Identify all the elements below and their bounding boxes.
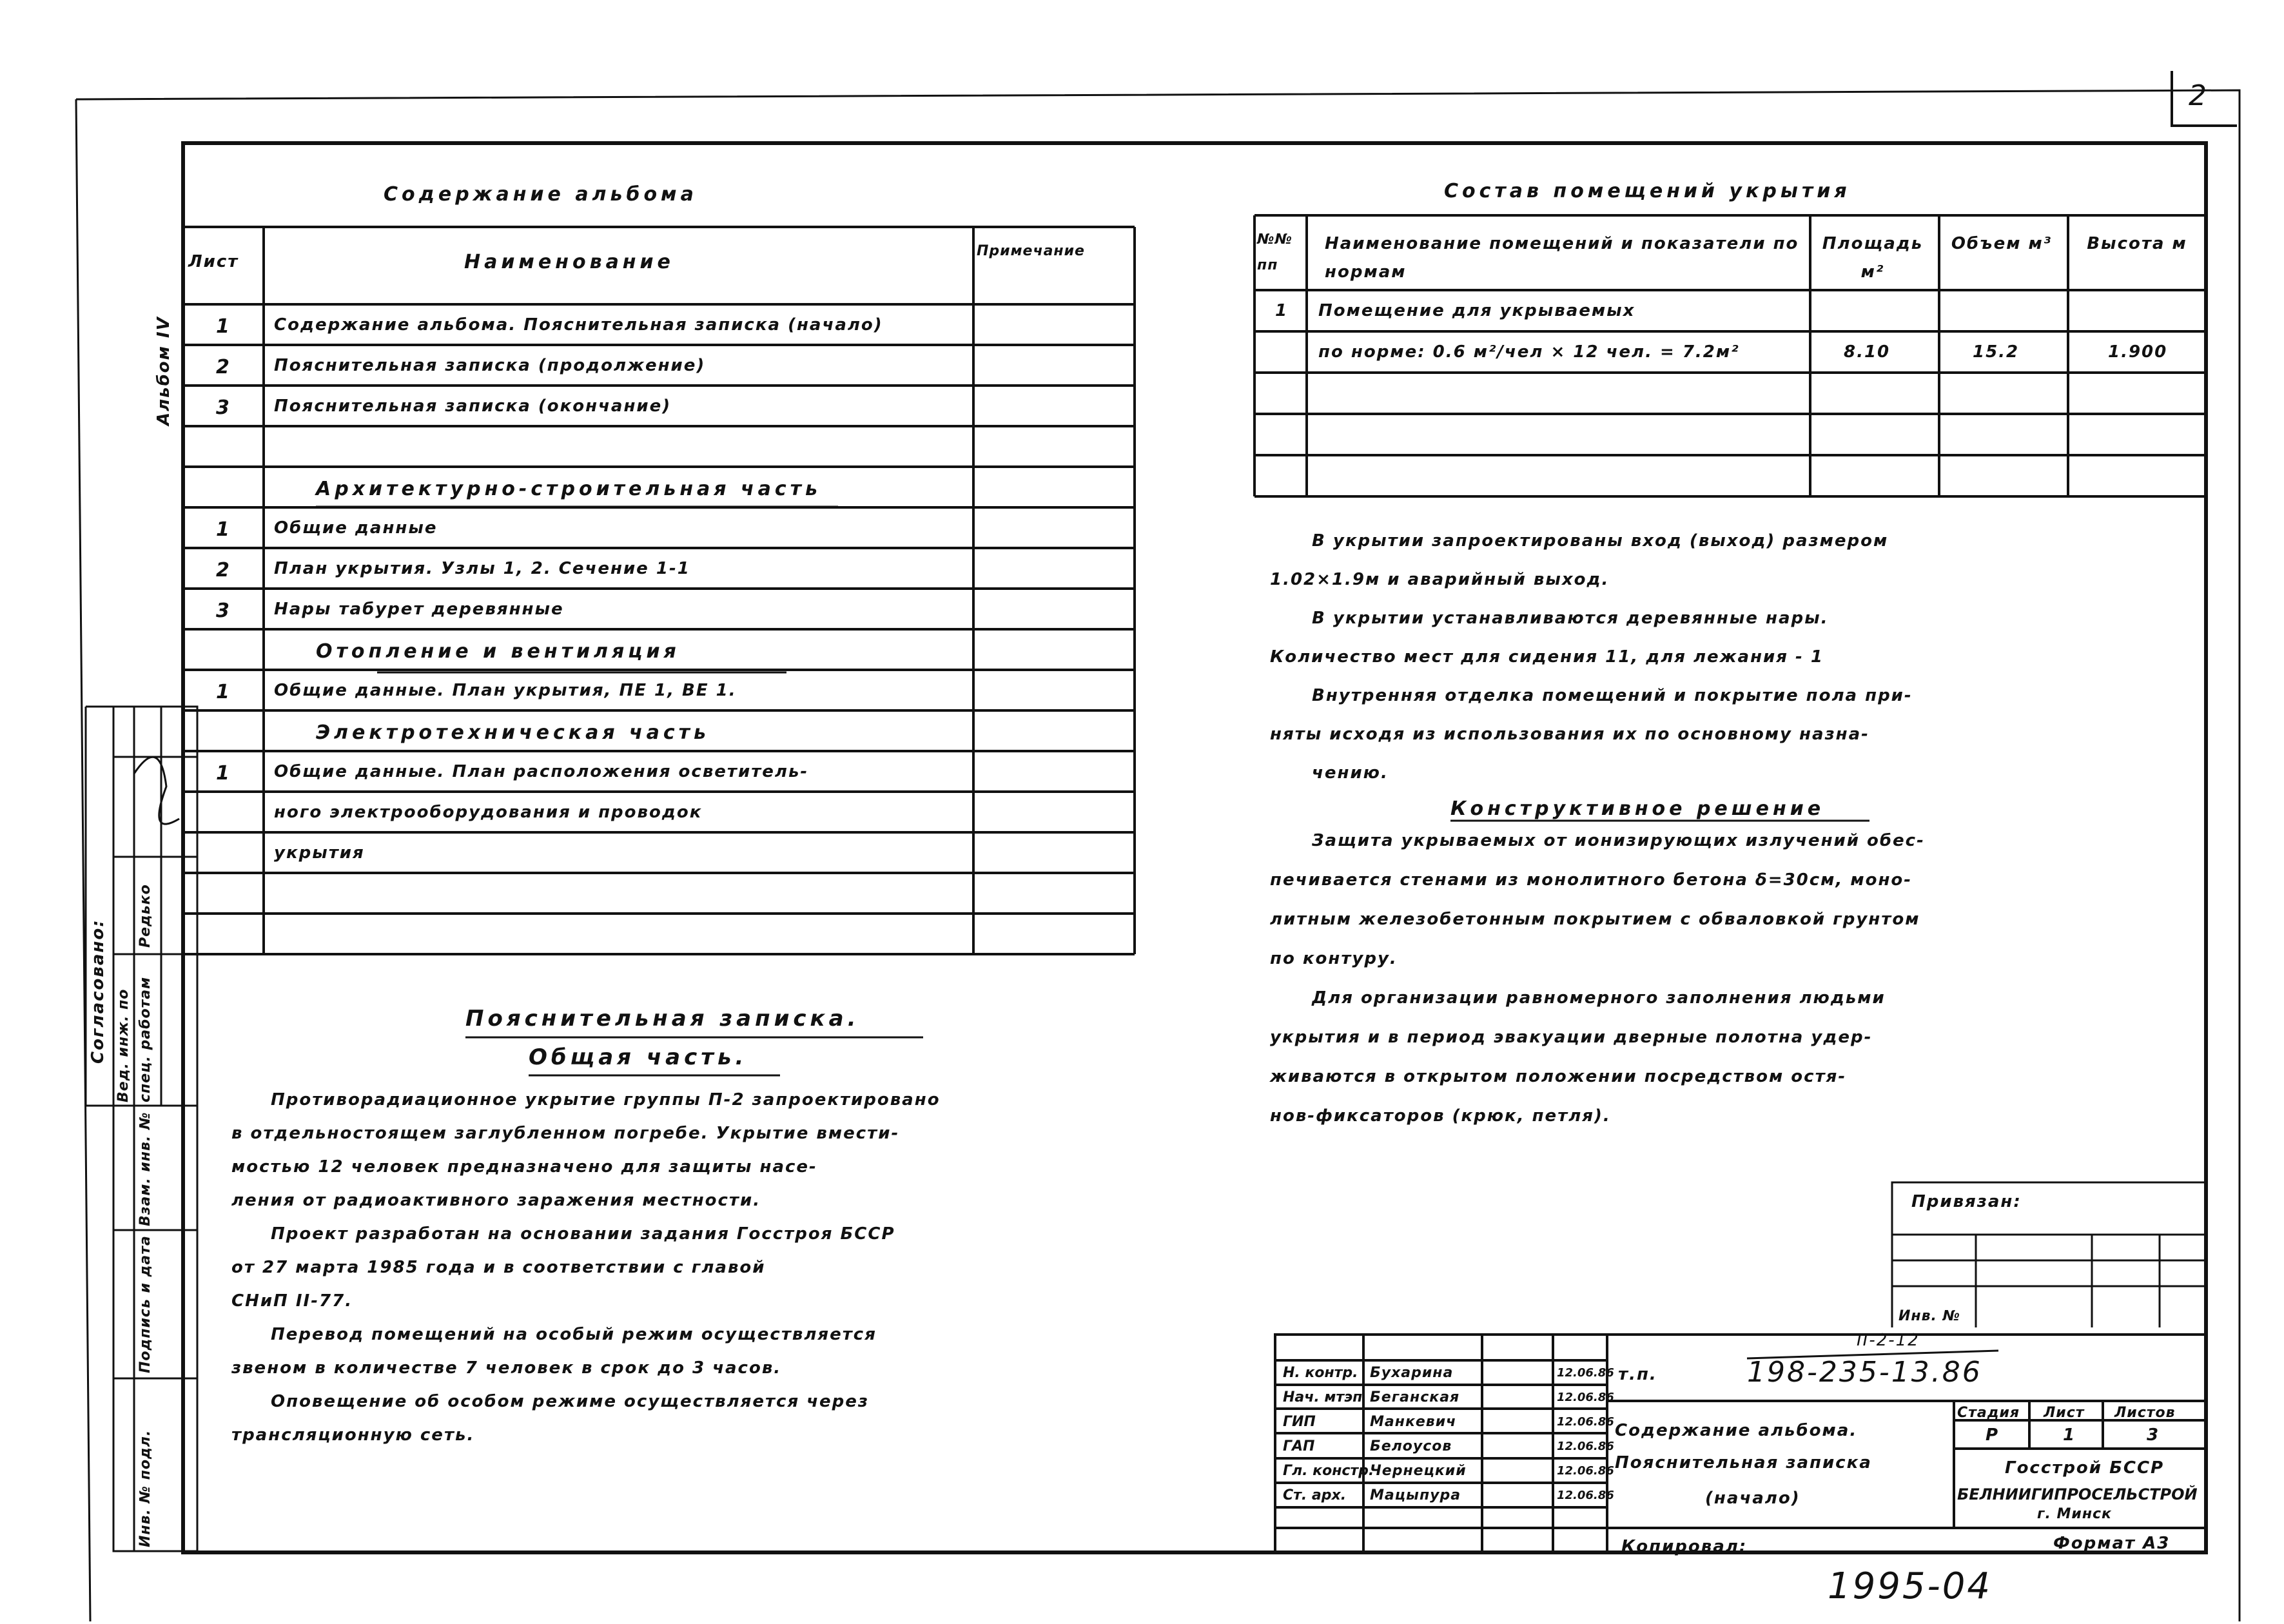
signer-role: Н. контр.	[1283, 1365, 1358, 1381]
rooms-header-name: Наименование помещений и показатели по нормам	[1325, 234, 1799, 282]
lead-engineer-name: Редько	[137, 884, 153, 948]
paragraph-line: СНиП II-77.	[231, 1291, 353, 1311]
paragraph-line: Внутренняя отделка помещений и покрытие пола при-	[1312, 686, 1913, 705]
copied-label: Копировал:	[1621, 1537, 1748, 1556]
paragraph-line: звеном в количестве 7 человек в срок до 3 часов.	[231, 1358, 782, 1378]
signer-role: Ст. арх.	[1283, 1487, 1347, 1503]
signer-name: Беганская	[1370, 1389, 1460, 1405]
binding-inv-label: Инв. №	[1898, 1308, 1961, 1324]
contents-row-name: ного электрооборудования и проводок	[274, 803, 703, 822]
format-label: Формат А3	[2053, 1534, 2171, 1553]
stage-label: Стадия	[1957, 1405, 2020, 1421]
note-subtitle: Общая часть.	[529, 1044, 748, 1070]
paragraph-line: трансляционную сеть.	[231, 1425, 475, 1445]
sheet-title-2: Пояснительная записка	[1615, 1453, 1872, 1472]
paragraph-line: ления от радиоактивного заражения местности.	[231, 1191, 761, 1210]
contents-row-sheet: 3	[216, 396, 233, 419]
section-heading: Конструктивное решение	[1450, 797, 1825, 820]
sheet-title-3: (начало)	[1705, 1489, 1801, 1508]
paragraph-line: печивается стенами из монолитного бетона δ=30см, моно-	[1270, 870, 1913, 890]
contents-row-name: Общие данные	[274, 518, 438, 538]
contents-row-name: Нары табурет деревянные	[274, 600, 564, 619]
paragraph-line: Количество мест для сидения 11, для лежания - 1	[1270, 647, 1824, 667]
signer-date: 12.06.86	[1557, 1366, 1614, 1380]
signer-name: Белоусов	[1370, 1438, 1452, 1454]
rooms-row-volume: 15.2	[1973, 342, 2020, 362]
stamp-year: 1995-04	[1828, 1565, 1992, 1607]
contents-title: Содержание альбома	[384, 183, 698, 206]
org-1: Госстрой БССР	[2005, 1458, 2165, 1478]
rooms-header-n: №№ пп	[1257, 231, 1293, 273]
sheet-title-1: Содержание альбома.	[1615, 1421, 1858, 1440]
org-3: г. Минск	[2037, 1506, 2112, 1522]
contents-row-sheet: 3	[216, 600, 233, 622]
contents-section-heading: Отопление и вентиляция	[316, 640, 680, 663]
contents-row-name: Пояснительная записка (окончание)	[274, 396, 672, 416]
paragraph-line: укрытия и в период эвакуации дверные полотна удер-	[1270, 1028, 1873, 1047]
rooms-header-height: Высота м	[2087, 234, 2187, 253]
contents-row-name: План укрытия. Узлы 1, 2. Сечение 1-1	[274, 559, 690, 578]
signer-role: ГИП	[1283, 1414, 1316, 1430]
signer-name: Манкевич	[1370, 1414, 1457, 1430]
signer-name: Бухарина	[1370, 1365, 1454, 1381]
contents-row-sheet: 1	[216, 315, 233, 338]
contents-row-name: Содержание альбома. Пояснительная записка (начало)	[274, 315, 883, 335]
org-2: БЕЛНИИГИПРОСЕЛЬСТРОЙ	[1957, 1485, 2198, 1503]
paragraph-line: в отдельностоящем заглубленном погребе. Укрытие вмести-	[231, 1124, 900, 1143]
signer-role: ГАП	[1283, 1438, 1315, 1454]
paragraph-line: Перевод помещений на особый режим осуществляется	[271, 1325, 877, 1344]
paragraph-line: 1.02×1.9м и аварийный выход.	[1270, 570, 1610, 589]
paragraph-line: мостью 12 человек предназначено для защиты насе-	[231, 1157, 817, 1177]
sheets-value: 3	[2147, 1425, 2160, 1445]
contents-row-name: Общие данные. План расположения осветитель-	[274, 762, 809, 781]
contents-row-sheet: 1	[216, 518, 233, 541]
signature-date-label: Подпись и дата	[137, 1235, 153, 1373]
paragraph-line: чению.	[1312, 763, 1389, 783]
signer-date: 12.06.86	[1557, 1391, 1614, 1404]
signer-name: Мацыпура	[1370, 1487, 1461, 1503]
paragraph-line: литным железобетонным покрытием с обваловкой грунтом	[1270, 910, 1920, 929]
rooms-row-name: Помещение для укрываемых	[1318, 301, 1635, 320]
paragraph-line: нов-фиксаторов (крюк, петля).	[1270, 1106, 1611, 1126]
album-label: Альбом IV	[154, 316, 173, 426]
sheet-value: 1	[2063, 1425, 2076, 1445]
project-code-top: II-2-12	[1857, 1331, 1920, 1350]
contents-row-name: укрытия	[274, 843, 365, 863]
signer-date: 12.06.86	[1557, 1489, 1614, 1502]
contents-row-sheet: 1	[216, 762, 233, 785]
rooms-title: Состав помещений укрытия	[1444, 180, 1851, 202]
rooms-row-number: 1	[1275, 301, 1289, 320]
paragraph-line: по контуру.	[1270, 949, 1398, 968]
signer-date: 12.06.86	[1557, 1415, 1614, 1429]
paragraph-line: от 27 марта 1985 года и в соответствии с главой	[231, 1258, 766, 1277]
replaced-inv-label: Взам. инв. №	[137, 1111, 153, 1226]
project-code: 198-235-13.86	[1747, 1356, 1982, 1389]
signer-date: 12.06.86	[1557, 1464, 1614, 1478]
rooms-row-name: по норме: 0.6 м²/чел × 12 чел. = 7.2м²	[1318, 342, 1740, 362]
inv-original-label: Инв. № подл.	[137, 1429, 153, 1547]
agreed-label: Согласовано:	[88, 919, 108, 1064]
contents-row-sheet: 2	[216, 559, 233, 582]
special-works-label: спец. работам	[137, 976, 153, 1102]
paragraph-line: Проект разработан на основании задания Госстроя БССР	[271, 1224, 895, 1244]
rooms-header-area: Площадь м²	[1822, 234, 1924, 282]
paragraph-line: Оповещение об особом режиме осуществляется через	[271, 1392, 870, 1411]
note-title: Пояснительная записка.	[465, 1006, 860, 1032]
sheet-label: Лист	[2044, 1405, 2085, 1421]
contents-row-sheet: 1	[216, 681, 233, 703]
paragraph-line: живаются в открытом положении посредством остя-	[1270, 1067, 1847, 1086]
sheet-number: 2	[2189, 79, 2209, 112]
paragraph-line: Защита укрываемых от ионизирующих излучений обес-	[1312, 831, 1925, 850]
sheets-label: Листов	[2114, 1405, 2176, 1421]
contents-row-sheet: 2	[216, 356, 233, 378]
signer-role: Нач. мтэп	[1283, 1389, 1363, 1405]
contents-row-name: Общие данные. План укрытия, ПЕ 1, ВЕ 1.	[274, 681, 737, 700]
paragraph-line: В укрытии запроектированы вход (выход) размером	[1312, 531, 1889, 551]
rooms-header-volume: Объем м³	[1951, 234, 2053, 253]
paragraph-line: Противорадиационное укрытие группы П-2 запроектировано	[271, 1090, 941, 1110]
contents-section-heading: Электротехническая часть	[316, 721, 710, 744]
tp-prefix: т.п.	[1618, 1365, 1657, 1384]
binding-label: Привязан:	[1911, 1192, 2022, 1211]
stage-value: Р	[1986, 1425, 2000, 1445]
signer-name: Чернецкий	[1370, 1463, 1467, 1479]
rooms-row-area: 8.10	[1844, 342, 1891, 362]
signer-date: 12.06.86	[1557, 1440, 1614, 1453]
paragraph-line: В укрытии устанавливаются деревянные нары.	[1312, 609, 1829, 628]
paragraph-line: Для организации равномерного заполнения людьми	[1312, 988, 1886, 1008]
lead-engineer-label: Вед. инж. по	[115, 988, 132, 1102]
rooms-row-height: 1.900	[2108, 342, 2168, 362]
contents-header-note: Примечание	[977, 243, 1085, 259]
contents-row-name: Пояснительная записка (продолжение)	[274, 356, 706, 375]
contents-header-name: Наименование	[464, 251, 674, 273]
paragraph-line: няты исходя из использования их по основному назна-	[1270, 725, 1869, 744]
signer-role: Гл. констр.	[1283, 1463, 1374, 1479]
contents-header-sheet: Лист	[188, 252, 239, 271]
contents-section-heading: Архитектурно-строительная часть	[316, 478, 821, 500]
